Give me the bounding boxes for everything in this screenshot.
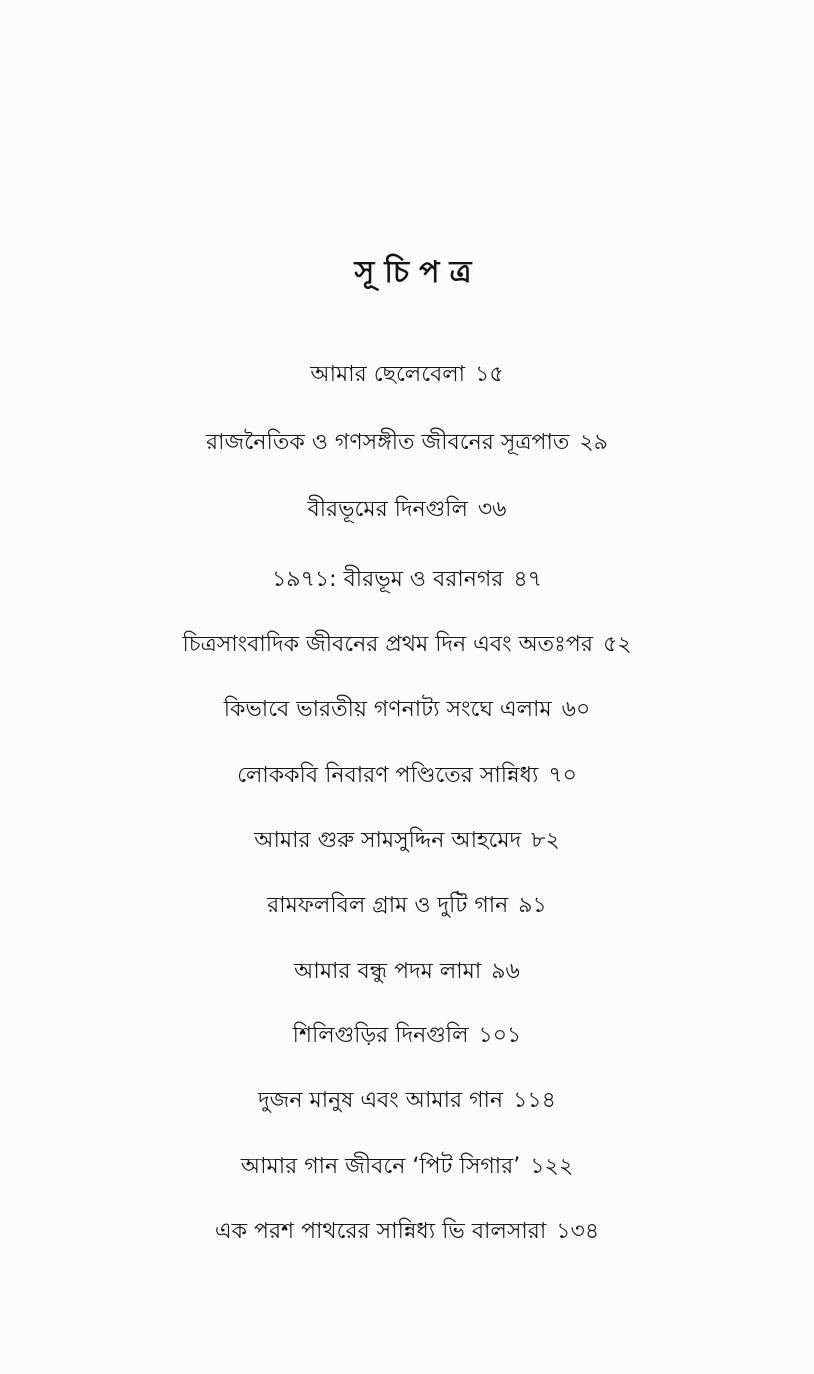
entry-title: চিত্রসাংবাদিক জীবনের প্রথম দিন এবং অতঃপর bbox=[182, 632, 593, 657]
contents-entry bbox=[0, 425, 814, 462]
entry-title: এক পরশ পাথরের সান্নিধ্য ভি বালসারা bbox=[214, 1219, 547, 1244]
entry-page-number: ৫২ bbox=[602, 632, 632, 657]
entry-page-number: ১১৪ bbox=[513, 1088, 556, 1113]
contents-entry bbox=[0, 823, 814, 860]
entry-page-number: ৪৭ bbox=[513, 567, 542, 592]
entry-title: আমার ছেলেবেলা bbox=[310, 362, 466, 387]
contents-entry bbox=[0, 758, 814, 795]
contents-entry bbox=[0, 888, 814, 925]
entry-page-number: ৯৬ bbox=[491, 959, 520, 984]
entry-page-number: ৯১ bbox=[518, 893, 547, 918]
contents-entry bbox=[0, 692, 814, 729]
contents-entry bbox=[0, 954, 814, 991]
entry-title: বীরভূমের দিনগুলি bbox=[307, 497, 468, 522]
entry-title: লোককবি নিবারণ পণ্ডিতের সান্নিধ্য bbox=[237, 763, 539, 788]
entry-page-number: ৩৬ bbox=[477, 497, 507, 522]
entry-page-number: ৬০ bbox=[561, 697, 591, 722]
contents-entry bbox=[0, 1083, 814, 1120]
entry-page-number: ৮২ bbox=[531, 828, 560, 853]
entry-title: দুজন মানুষ এবং আমার গান bbox=[258, 1088, 504, 1113]
contents-entry bbox=[0, 492, 814, 529]
contents-entry bbox=[0, 562, 814, 599]
contents-entry bbox=[0, 1214, 814, 1251]
entry-title: রাজনৈতিক ও গণসঙ্গীত জীবনের সূত্রপাত bbox=[206, 430, 570, 455]
contents-entry bbox=[0, 1018, 814, 1055]
entry-title: রামফলবিল গ্রাম ও দুটি গান bbox=[267, 893, 509, 918]
entry-title: আমার বন্ধু পদম লামা bbox=[294, 959, 482, 984]
entry-page-number: ১৩৪ bbox=[556, 1219, 600, 1244]
entry-title: আমার গান জীবনে ‘পিট সিগার’ bbox=[240, 1154, 521, 1179]
entry-page-number: ১২২ bbox=[530, 1154, 574, 1179]
entry-title: কিভাবে ভারতীয় গণনাট্য সংঘে এলাম bbox=[223, 697, 552, 722]
entry-title: আমার গুরু সামসুদ্দিন আহমেদ bbox=[254, 828, 522, 853]
contents-entry bbox=[0, 1149, 814, 1186]
entry-title: ১৯৭১: বীরভূম ও বরানগর bbox=[272, 567, 504, 592]
entry-page-number: ২৯ bbox=[579, 430, 608, 455]
entry-page-number: ১৫ bbox=[475, 362, 504, 387]
contents-entry bbox=[0, 357, 814, 394]
entry-title: শিলিগুড়ির দিনগুলি bbox=[292, 1023, 469, 1048]
entry-page-number: ১০১ bbox=[478, 1023, 522, 1048]
contents-entry bbox=[0, 627, 814, 664]
page-title: সূচিপত্র bbox=[354, 255, 482, 291]
entry-page-number: ৭০ bbox=[548, 763, 577, 788]
